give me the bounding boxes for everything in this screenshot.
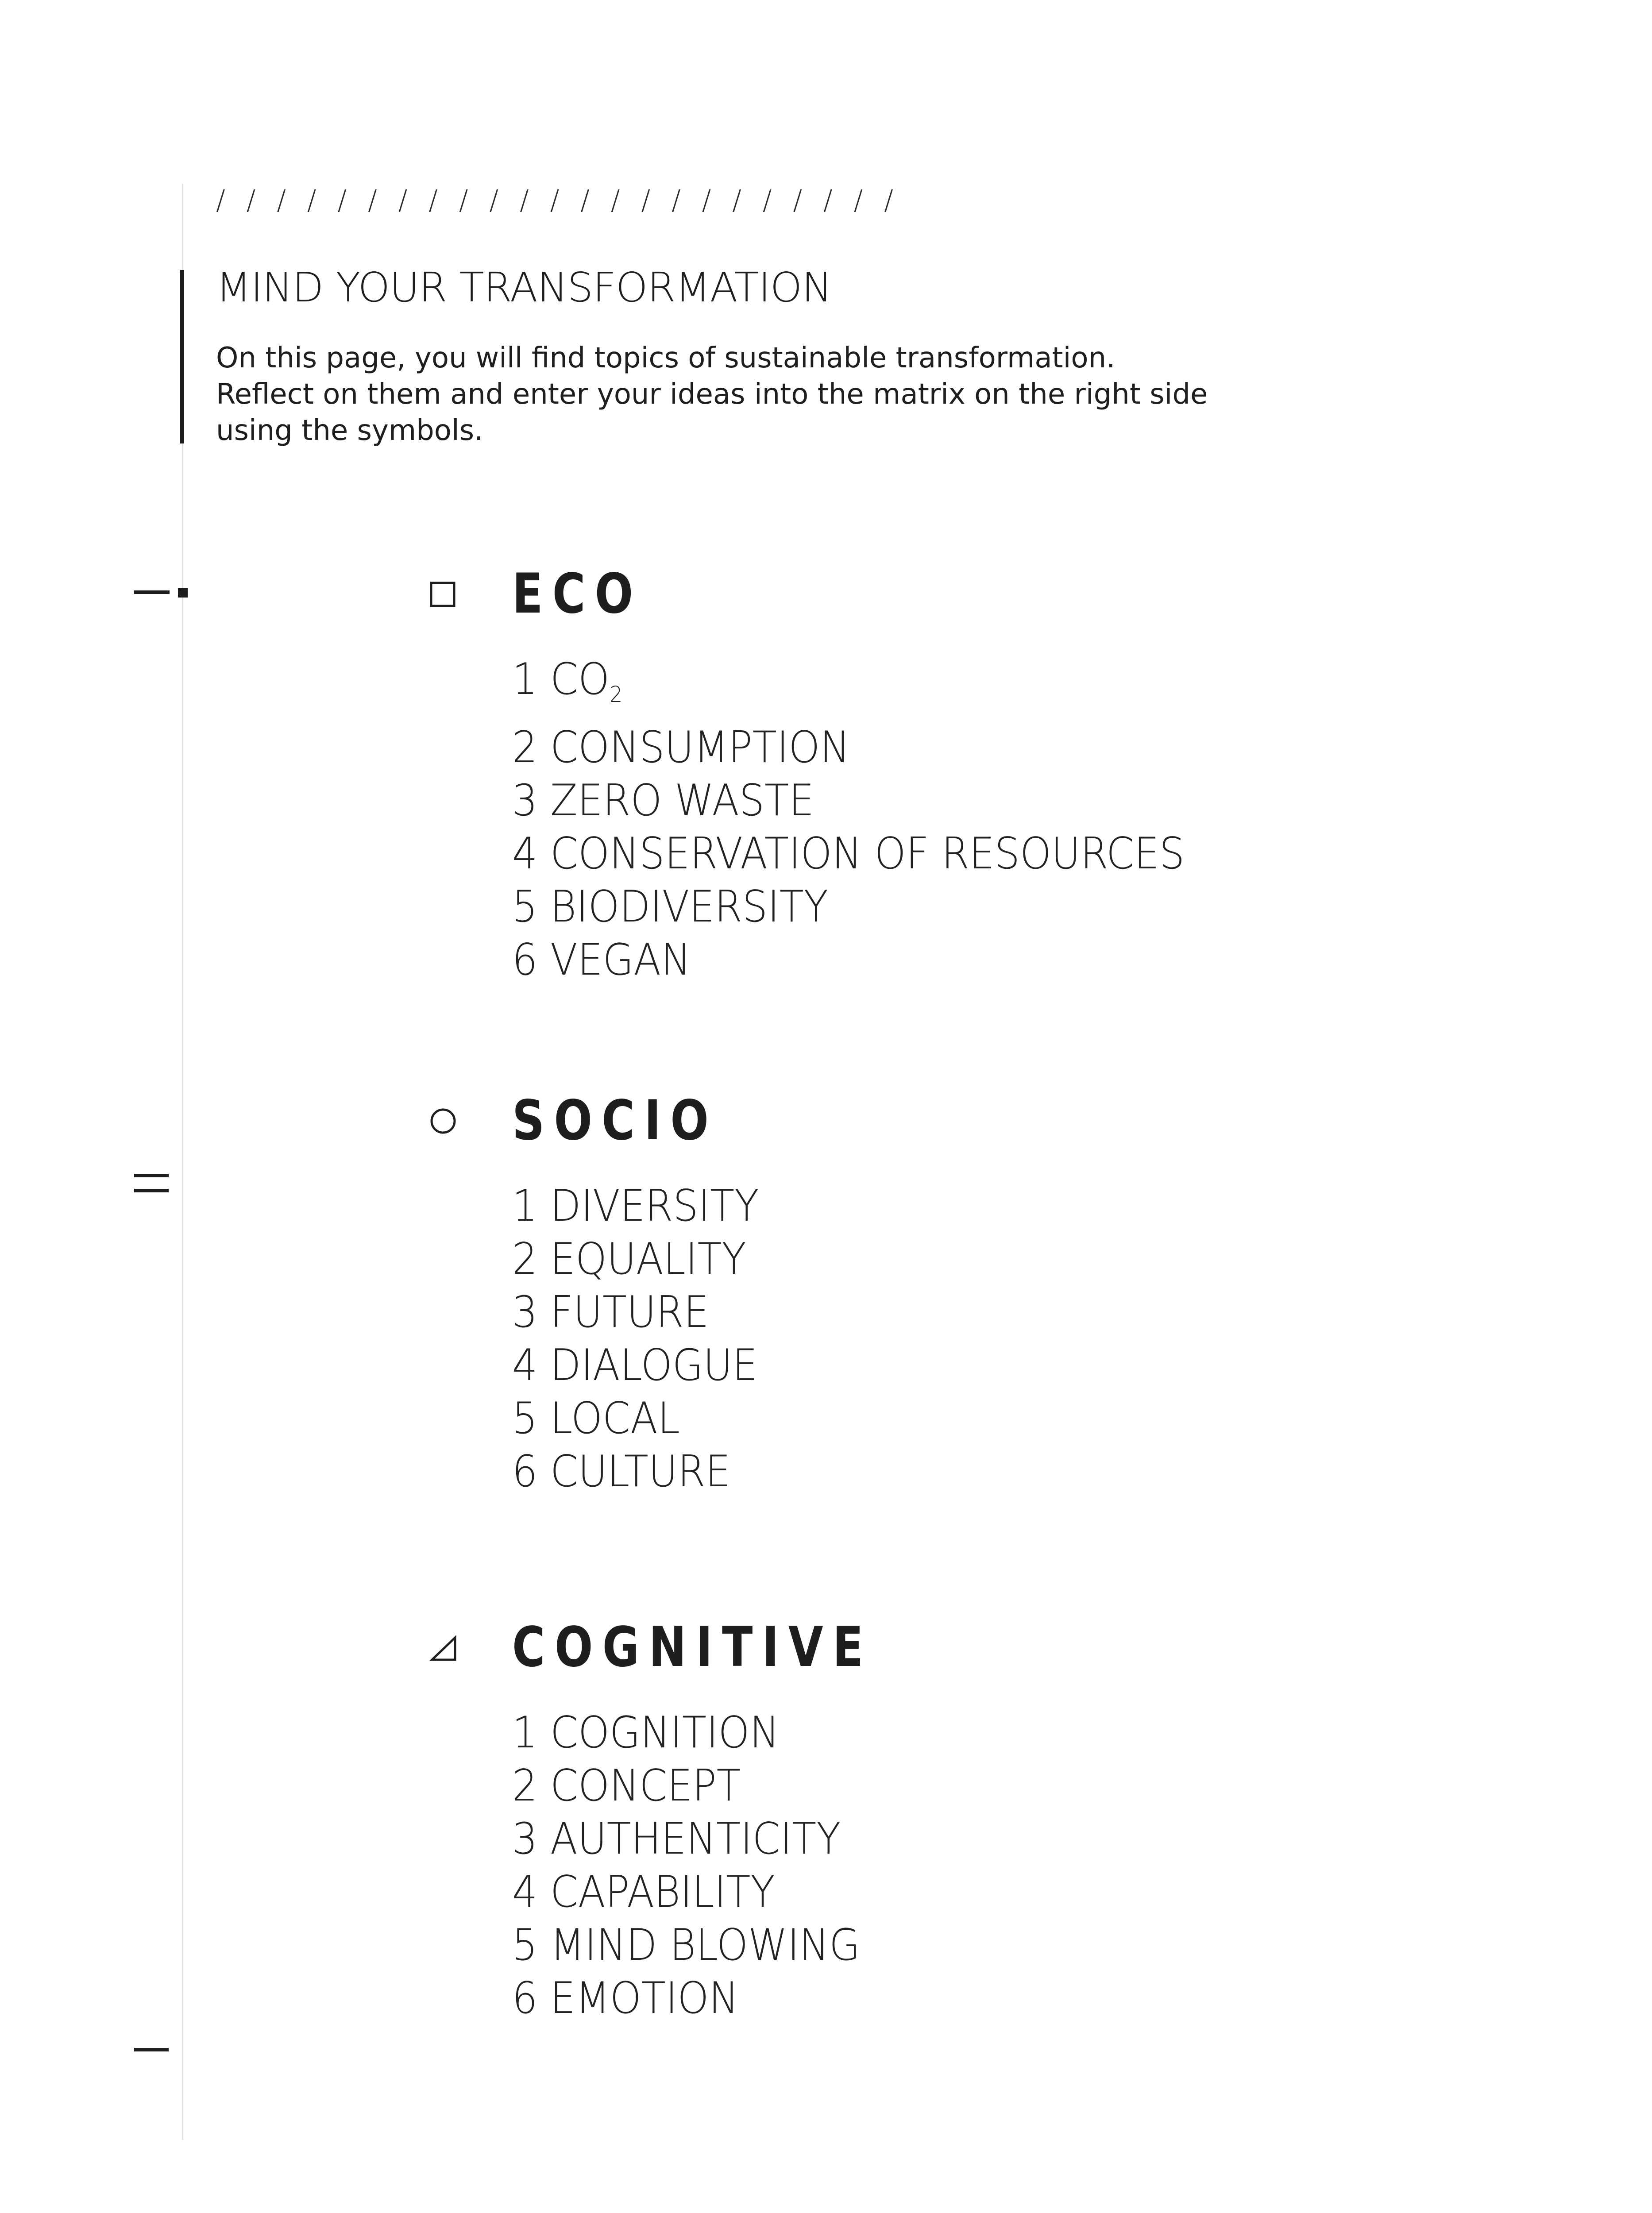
- list-item: 4 DIALOGUE: [512, 1340, 758, 1391]
- list-item: 5 LOCAL: [512, 1393, 680, 1444]
- intro-paragraph: On this page, you will find topics of sustainable transformation. Reflect on them and enter your ideas into the matrix on the right side using the symbols.: [216, 342, 1208, 447]
- page-title: MIND YOUR TRANSFORMATION: [216, 264, 832, 311]
- list-item: 3 AUTHENTICITY: [512, 1814, 841, 1864]
- eco-margin-mark: [134, 590, 170, 594]
- cognitive-margin-mark: [134, 2048, 169, 2051]
- list-item: 2 CONCEPT: [512, 1761, 741, 1811]
- circle-icon: [429, 1107, 457, 1135]
- list-item: 4 CAPABILITY: [512, 1867, 775, 1917]
- list-item: 5 MIND BLOWING: [512, 1920, 860, 1970]
- slash-divider: / / / / / / / / / / / / / / / / / / / / / / /: [216, 184, 900, 216]
- section-heading-cognitive: COGNITIVE: [512, 1615, 873, 1679]
- section-heading-eco: ECO: [512, 562, 643, 626]
- list-item: 6 CULTURE: [512, 1446, 731, 1497]
- list-item: 4 CONSERVATION OF RESOURCES: [512, 829, 1185, 879]
- section-heading-socio: SOCIO: [512, 1089, 718, 1153]
- list-item: 1 COGNITION: [512, 1708, 780, 1758]
- list-item: 1 $CO_2$: [512, 654, 623, 707]
- list-item: 3 FUTURE: [512, 1287, 709, 1338]
- list-item: 3 ZERO WASTE: [512, 775, 814, 826]
- list-item: 2 CONSUMPTION: [512, 722, 850, 773]
- socio-margin-mark-top: [134, 1174, 169, 1177]
- socio-margin-mark-bottom: [134, 1189, 169, 1192]
- left-margin-rule: [182, 184, 183, 2140]
- eco-topic-list: [512, 653, 1243, 987]
- list-item: 6 EMOTION: [512, 1973, 739, 2024]
- list-item: 6 VEGAN: [512, 935, 691, 985]
- list-item: 2 EQUALITY: [512, 1234, 746, 1284]
- list-item: 5 BIODIVERSITY: [512, 882, 828, 932]
- cognitive-topic-list: [512, 1706, 890, 2025]
- socio-topic-list: [512, 1180, 780, 1498]
- eco-margin-dot: [178, 588, 188, 598]
- list-item: 1 DIVERSITY: [512, 1181, 759, 1231]
- square-icon: [429, 581, 456, 608]
- triangle-icon: [429, 1635, 457, 1662]
- intro-accent-bar: [180, 270, 184, 443]
